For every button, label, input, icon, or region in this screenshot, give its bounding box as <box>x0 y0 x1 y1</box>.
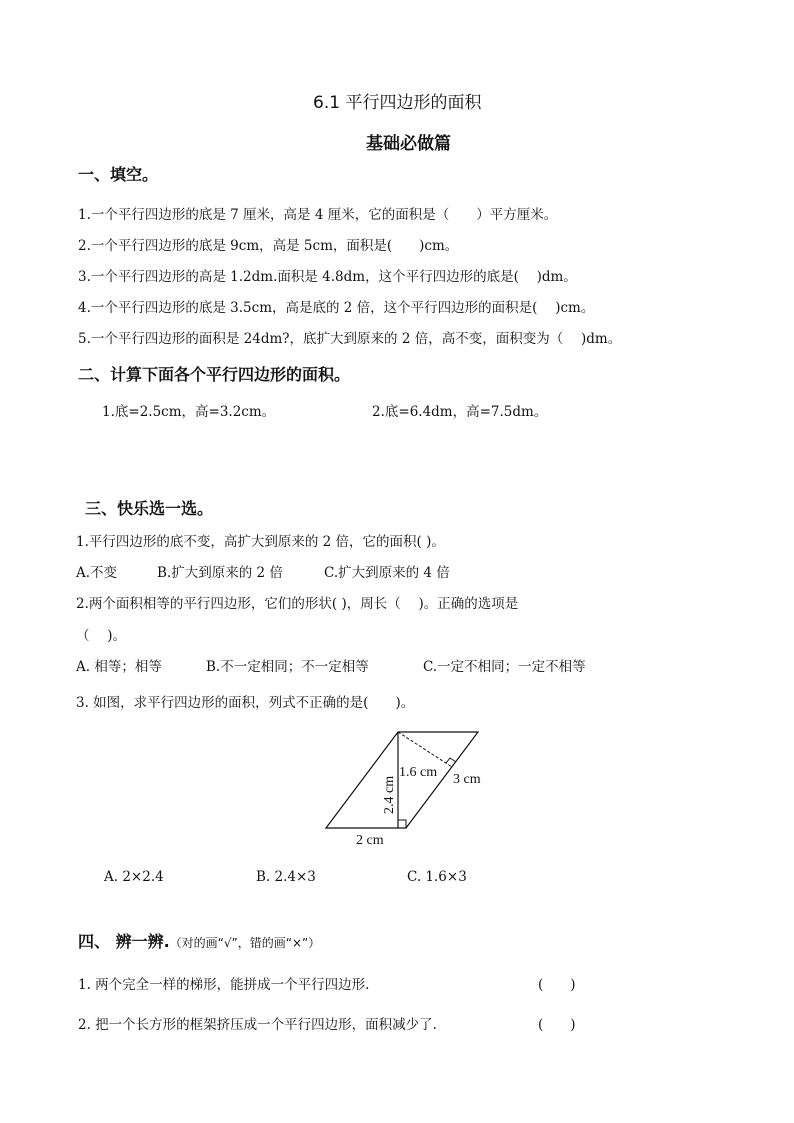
fill-blank-question-2: 2.一个平行四边形的底是 9cm，高是 5cm，面积是( )cm。 <box>78 238 459 254</box>
choice-question-1: 1.平行四边形的底不变，高扩大到原来的 2 倍，它的面积( )。 <box>76 534 445 550</box>
fill-blank-question-3: 3.一个平行四边形的高是 1.2dm.面积是 4.8dm，这个平行四边形的底是( )dm。 <box>78 269 577 285</box>
right-angle-mark-side <box>446 758 456 763</box>
judge-question-1-blank: ( ) <box>538 977 576 993</box>
section-heading-choose: 三、快乐选一选。 <box>85 499 214 518</box>
section-heading-fill-blank: 一、填空。 <box>78 165 159 184</box>
fill-blank-question-5: 5.一个平行四边形的面积是 24dm?，底扩大到原来的 2 倍，高不变，面积变为（ )dm。 <box>78 331 622 347</box>
section-heading-judge-note: （对的画“√”，错的画“×”） <box>169 936 321 950</box>
judge-question-1: 1. 两个完全一样的梯形，能拼成一个平行四边形. <box>78 977 370 993</box>
calculate-question-1: 1.底=2.5cm，高=3.2cm。 <box>102 404 276 420</box>
label-height-left: 2.4 cm <box>382 775 397 814</box>
page-title: 6.1 平行四边形的面积 <box>313 93 482 113</box>
fill-blank-question-4: 4.一个平行四边形的底是 3.5cm，高是底的 2 倍，这个平行四边形的面积是( )cm。 <box>78 300 595 316</box>
choice-question-1-option-c: C.扩大到原来的 4 倍 <box>324 565 450 581</box>
judge-question-2-blank: ( ) <box>538 1017 576 1033</box>
choice-question-1-option-a: A.不变 <box>76 565 118 581</box>
choice-question-2-line-2: （ )。 <box>76 628 127 644</box>
choice-question-2-option-a: A. 相等；相等 <box>76 659 162 675</box>
section-heading-judge-text: 四、 辨一辨. <box>78 932 170 951</box>
choice-question-2-line-1: 2.两个面积相等的平行四边形，它们的形状( )，周长（ )。正确的选项是 <box>76 596 519 612</box>
choice-question-2-option-b: B.不一定相同；不一定相等 <box>206 659 369 675</box>
choice-question-3-option-c: C. 1.6×3 <box>407 869 467 885</box>
right-angle-mark-bottom <box>398 820 406 828</box>
label-base: 2 cm <box>356 833 384 848</box>
choice-question-3-option-b: B. 2.4×3 <box>256 869 316 885</box>
parallelogram-figure <box>310 722 500 852</box>
choice-question-1-option-b: B.扩大到原来的 2 倍 <box>157 565 283 581</box>
fill-blank-question-1: 1.一个平行四边形的底是 7 厘米，高是 4 厘米，它的面积是（ ）平方厘米。 <box>78 207 558 223</box>
calculate-question-2: 2.底=6.4dm，高=7.5dm。 <box>372 404 548 420</box>
choice-question-3-option-a: A. 2×2.4 <box>104 869 164 885</box>
page-subtitle: 基础必做篇 <box>366 134 451 154</box>
label-side: 3 cm <box>453 772 481 787</box>
choice-question-2-option-c: C.一定不相同；一定不相等 <box>423 659 586 675</box>
section-heading-calculate: 二、计算下面各个平行四边形的面积。 <box>78 365 351 384</box>
height-line-perpendicular <box>398 732 452 767</box>
judge-question-2: 2. 把一个长方形的框架挤压成一个平行四边形，面积减少了. <box>78 1017 437 1033</box>
section-heading-judge <box>78 929 320 952</box>
label-height-right: 1.6 cm <box>399 765 438 780</box>
choice-question-3: 3. 如图，求平行四边形的面积，列式不正确的是( )。 <box>76 695 415 711</box>
